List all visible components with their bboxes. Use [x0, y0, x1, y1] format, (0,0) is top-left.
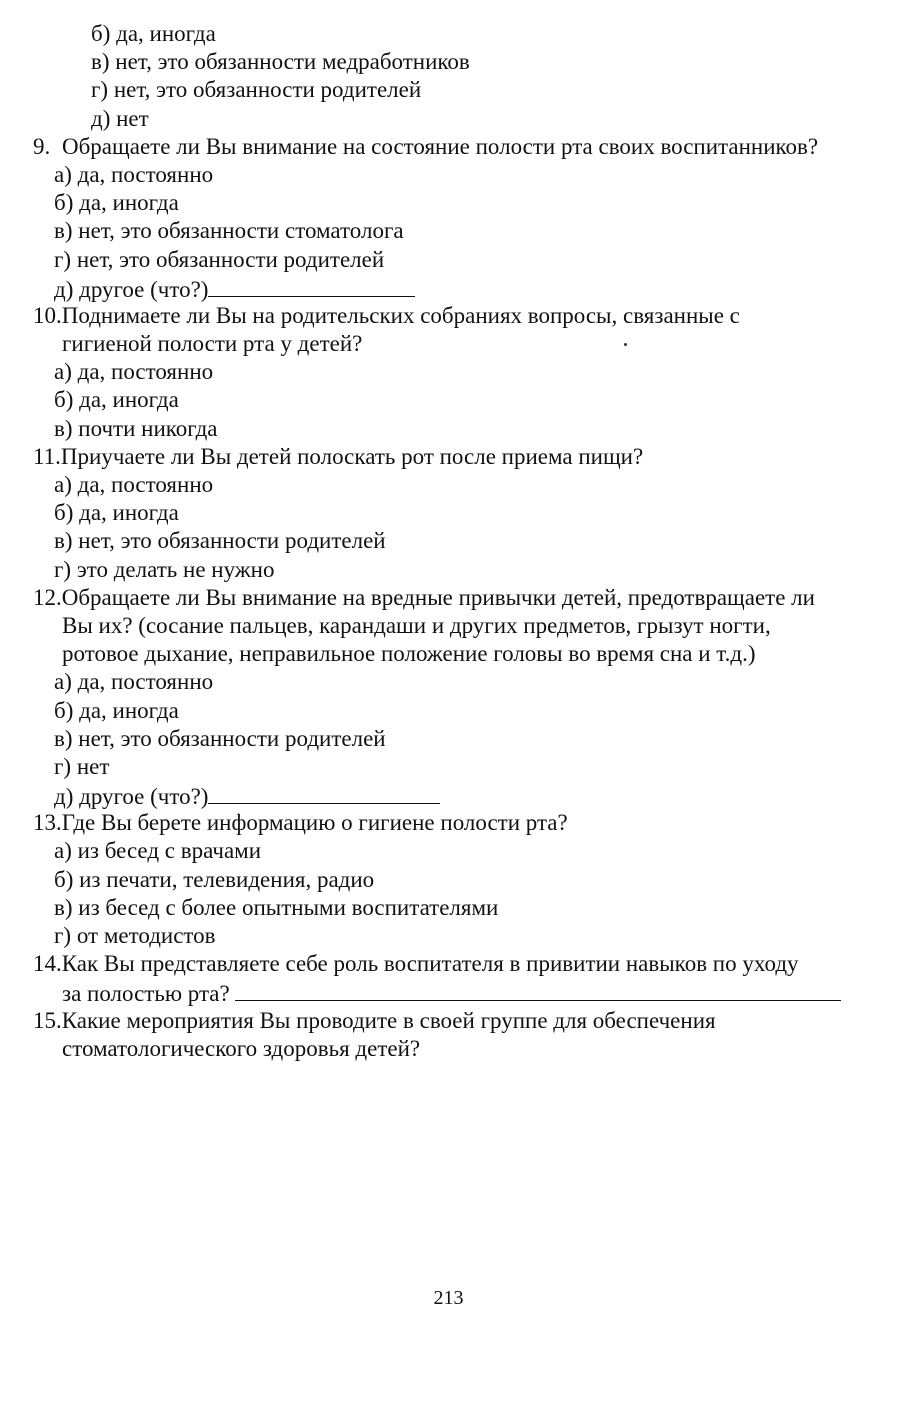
option-item — [0, 922, 897, 950]
option-item — [0, 161, 897, 189]
questionnaire — [0, 20, 897, 1063]
question-text: Приучаете ли Вы детей полоскать рот после приема пищи? — [60, 443, 644, 469]
option-item — [0, 358, 897, 386]
question-number: 14. — [33, 951, 62, 977]
question-number: 9. — [33, 133, 51, 159]
question-10 — [0, 302, 897, 330]
question-13 — [0, 809, 897, 837]
option-text: д) другое (что?) — [54, 276, 209, 302]
option-text: в) нет, это обязанности стоматолога — [54, 218, 404, 244]
question-number: 13. — [33, 810, 62, 836]
answer-blank-line[interactable] — [208, 274, 415, 297]
option-text: в) нет, это обязанности медработников — [91, 49, 470, 75]
question-number: 11. — [33, 443, 61, 469]
option-item — [0, 837, 897, 865]
option-text: а) да, постоянно — [54, 161, 214, 187]
option-item — [0, 20, 897, 48]
option-text: а) из бесед с врачами — [54, 838, 262, 864]
question-text: ротовое дыхание, неправильное положение головы во время сна и т.д.) — [62, 641, 756, 667]
scan-speck — [624, 343, 627, 346]
question-text: стоматологического здоровья детей? — [62, 1035, 421, 1061]
answer-blank-line[interactable] — [208, 781, 440, 804]
option-text: г) нет, это обязанности родителей — [54, 246, 385, 272]
question-15 — [0, 1007, 897, 1035]
option-text: б) да, иногда — [54, 697, 179, 723]
option-item — [0, 556, 897, 584]
option-item — [0, 274, 897, 302]
option-item — [0, 246, 897, 274]
option-text: б) да, иногда — [54, 500, 179, 526]
question-number: 15. — [33, 1007, 62, 1033]
question-9 — [0, 133, 897, 161]
option-item — [0, 668, 897, 696]
option-item — [0, 189, 897, 217]
option-item — [0, 48, 897, 76]
option-item — [0, 471, 897, 499]
question-text: Поднимаете ли Вы на родительских собраниях вопросы, связанные с — [61, 302, 740, 328]
question-continuation — [0, 978, 897, 1006]
option-item — [0, 753, 897, 781]
option-text: г) это делать не нужно — [54, 556, 275, 582]
question-number: 12. — [33, 584, 62, 610]
option-text: г) нет, это обязанности родителей — [91, 77, 422, 103]
option-text: д) другое (что?) — [54, 784, 209, 810]
option-text: в) нет, это обязанности родителей — [54, 725, 386, 751]
option-text: б) из печати, телевидения, радио — [54, 866, 375, 892]
option-item — [0, 725, 897, 753]
question-text: Где Вы берете информацию о гигиене полости рта? — [61, 810, 568, 836]
option-item — [0, 386, 897, 414]
question-text: Какие мероприятия Вы проводите в своей группе для обеспечения — [61, 1007, 716, 1033]
question-12 — [0, 584, 897, 612]
question-number: 10. — [33, 302, 62, 328]
question-text: за полостью рта? — [62, 981, 230, 1007]
option-text: а) да, постоянно — [54, 669, 214, 695]
option-item — [0, 894, 897, 922]
option-item — [0, 781, 897, 809]
option-item — [0, 866, 897, 894]
page-number: 213 — [433, 1287, 464, 1309]
option-text: в) нет, это обязанности родителей — [54, 528, 386, 554]
question-continuation — [0, 1035, 897, 1063]
question-14 — [0, 950, 897, 978]
option-text: в) почти никогда — [54, 415, 218, 441]
option-item — [0, 217, 897, 245]
option-item — [0, 415, 897, 443]
question-text: Обращаете ли Вы внимание на состояние полости рта своих воспитанников? — [62, 133, 819, 159]
question-text: Обращаете ли Вы внимание на вредные привычки детей, предотвращаете ли — [61, 584, 815, 610]
option-text: б) да, иногда — [91, 21, 216, 46]
question-text: гигиеной полости рта у детей? — [62, 331, 363, 357]
option-text: а) да, постоянно — [54, 359, 214, 385]
question-continuation — [0, 330, 897, 358]
option-item — [0, 76, 897, 104]
option-item — [0, 527, 897, 555]
option-text: б) да, иногда — [54, 190, 179, 216]
question-text: Как Вы представляете себе роль воспитателя в привитии навыков по уходу — [61, 951, 799, 977]
option-text: в) из бесед с более опытными воспитателями — [54, 894, 499, 920]
option-item — [0, 499, 897, 527]
option-text: б) да, иногда — [54, 387, 179, 413]
option-text: а) да, постоянно — [54, 472, 214, 497]
option-text: г) нет — [54, 753, 110, 779]
question-continuation — [0, 612, 897, 640]
option-text: д) нет — [91, 105, 149, 131]
option-item — [0, 105, 897, 133]
option-item — [0, 697, 897, 725]
question-text: Вы их? (сосание пальцев, карандаши и других предметов, грызут ногти, — [62, 612, 771, 638]
answer-blank-line[interactable] — [235, 978, 841, 1001]
option-text: г) от методистов — [54, 923, 216, 948]
question-11 — [0, 443, 897, 471]
question-continuation — [0, 640, 897, 668]
